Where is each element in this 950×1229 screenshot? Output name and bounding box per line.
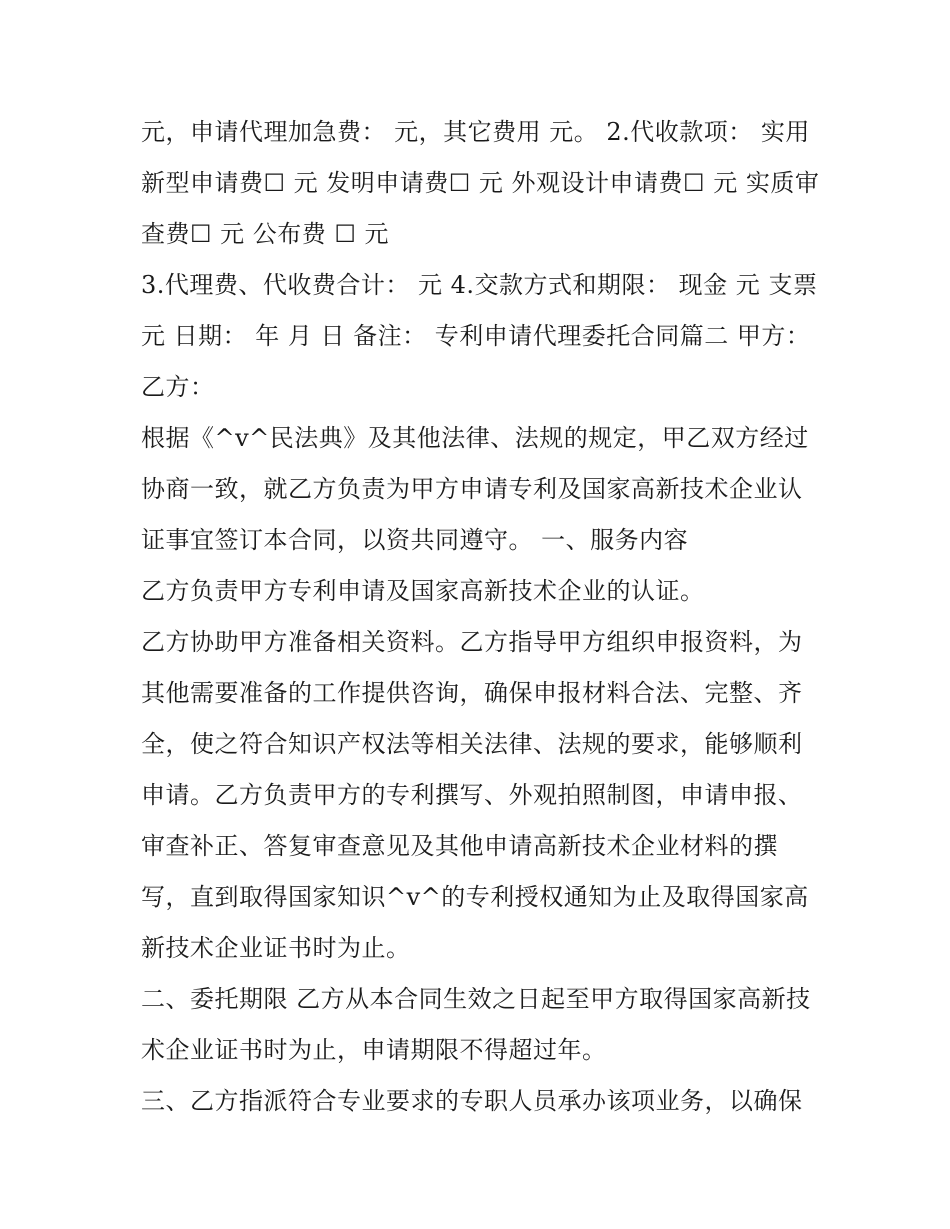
paragraph-contract-basis: 根据《^v^民法典》及其他法律、法规的规定，甲乙双方经过协商一致，就乙方负责为甲方申请专利及国家高新技术企业认证事宜签订本合同，以资共同遵守。 一、服务内容 [141,424,809,554]
paragraph-entrustment-period: 二、委托期限 乙方从本合同生效之日起至甲方取得国家高新技术企业证书时为止，申请期限不得超过年。 [141,985,811,1064]
paragraph-payment-terms: 3.代理费、代收费合计： 元 4.交款方式和期限： 现金 元 支票 元 日期： 年 月 日 备注： 专利申请代理委托合同篇二 甲方： 乙方： [141,271,818,401]
paragraph-staff-assignment: 三、乙方指派符合专业要求的专职人员承办该项业务，以确保 [141,1087,803,1115]
document-body [141,107,821,1127]
paragraph-fees-continued: 元，申请代理加急费： 元，其它费用 元。 2.代收款项： 实用新型申请费☐ 元 发明申请费☐ 元 外观设计申请费☐ 元 实质审查费☐ 元 公布费 ☐ 元 [141,118,820,248]
paragraph-service-scope: 乙方负责甲方专利申请及国家高新技术企业的认证。 [141,577,705,605]
paragraph-service-details: 乙方协助甲方准备相关资料。乙方指导甲方组织申报资料，为其他需要准备的工作提供咨询，确保申报材料合法、完整、齐全，使之符合知识产权法等相关法律、法规的要求，能够顺利申请。乙方负责甲方的专利撰写、外观拍照制图，申请申报、审查补正、答复审查意见及其他申请高新技术企业材料的撰写，直到取得国家知识^v^的专利授权通知为止及取得国家高新技术企业证书时为止。 [141,628,809,962]
